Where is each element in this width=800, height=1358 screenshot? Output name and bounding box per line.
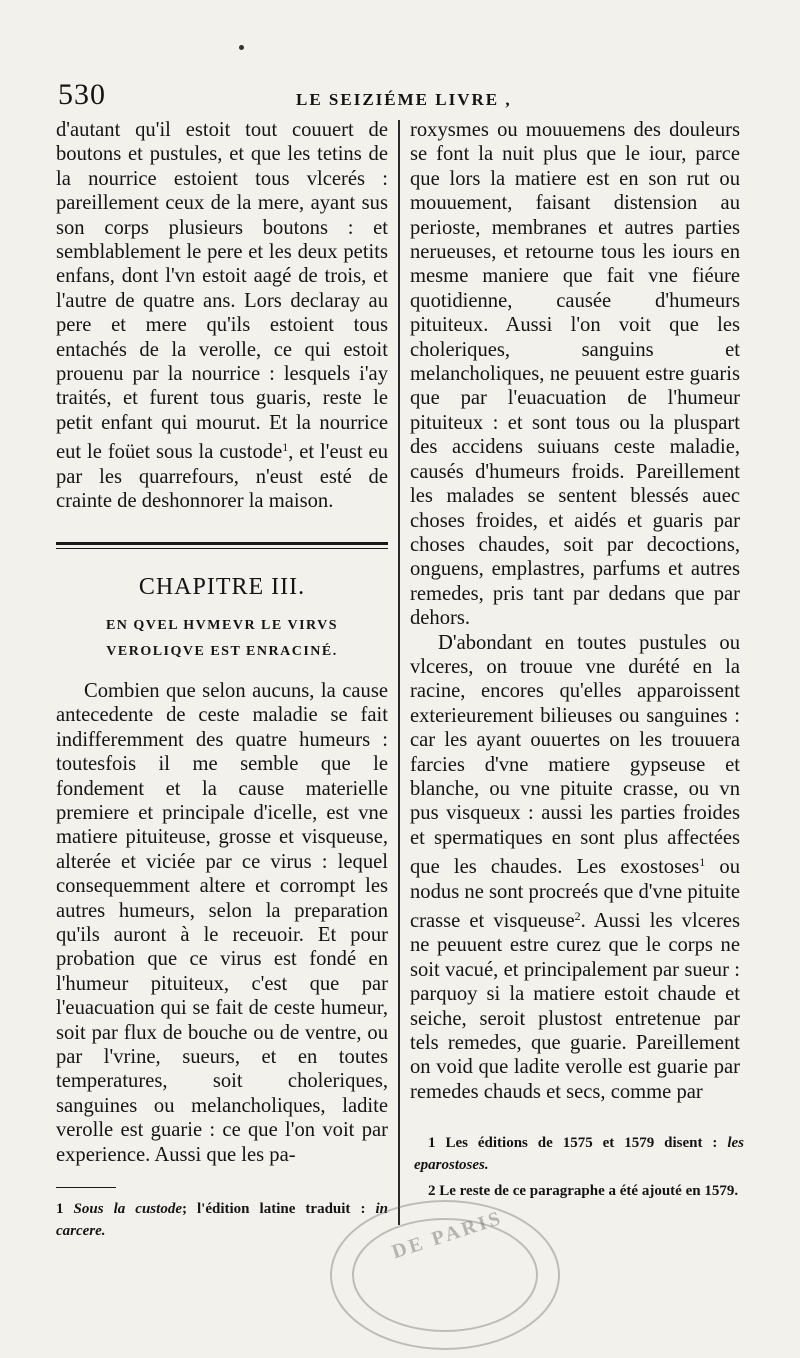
footnote-marker: 2 <box>574 909 581 923</box>
right-paragraph-1: roxysmes ou mouuemens des douleurs se font la nuit plus que le iour, parce que lors la matiere est en son rut ou mouuement, faisant distension au perioste, membranes et autres parties nerueuses, et retourne tous les iours en mesme maniere que fait vne fiéure quotidienne, causée d'humeurs pituiteux. Aussi l'on voit que les choleriques, sanguins et melancholiques, ne peuuent estre guaris que par l'euacuation de l'humeur pituiteux : et sont tous ou la pluspart des accidens suiuans ceste maladie, causés d'humeurs froids. Pareillement les malades se sentent blessés auec choses froides, et aidés et guaris par choses chaudes, soit par decoctions, onguens, emplastres, parfums et autres remedes, pris tant par dedans que par dehors. <box>410 119 740 630</box>
right-paragraph-2-text: D'abondant en toutes pustules ou vlceres, on trouue vne durété en la racine, encores qu'elles apparoissent exterieurement bilieuses ou sanguines : car les ayant ouuertes on les trouuera farcies d'vne matiere gypseuse et blanche, ou vne pituite crasse, ou vn pus visqueux : aussi les parties froides et spermatiques en sont plus affectées que les chaudes. Les exostoses <box>410 631 740 879</box>
right-paragraph-2-mid: ou nodus ne sont procreés que d'vne pituite crasse et visqueuse <box>410 856 740 932</box>
running-title: LE SEIZIÉME LIVRE , <box>296 90 512 109</box>
left-paragraph-1 <box>56 118 388 514</box>
left-paragraph-2: Combien que selon aucuns, la cause antecedente de ceste maladie se fait indifferemment des quatre humeurs : toutesfois il me semble que le fondement et la cause materielle premiere et principale d'icelle, est vne matiere pituiteuse, grosse et visqueuse, alterée et viciée par ce virus : lequel consequemment altere et corrompt les autres humeurs, selon la preparation qu'ils auront à le receuoir. Et pour probation que ce virus est fondé en l'humeur pituiteux, c'est que par l'euacuation qui se fait de ceste humeur, soit par flux de bouche ou de ventre, ou par l'vrine, sueurs, et en toutes temperatures, soit choleriques, sanguines ou melancholiques, ladite verolle est guarie : ce que l'on voit par experience. Aussi que les pa- <box>56 679 388 1166</box>
left-paragraph-1-text: d'autant qu'il estoit tout couuert de boutons et pustules, et que les tetins de la nourrice estoient tous vlcerés : pareillement ceux de la mere, ayant sus son corps plusieurs boutons : et semblablement le pere et les deux petits enfans, dont l'vn estoit aagé de trois, et l'autre de quatre ans. Lors declaray au pere et mere qu'ils estoient tous entachés de la verolle, ce qui estoit prouenu par la nourrice : lesquels i'ay traités, et furent tous guaris, reste le petit enfant qui mourut. Et la nourrice eut le foüet sous la custode <box>56 119 388 464</box>
footnote-marker: 1 <box>699 855 706 870</box>
chapter-title: CHAPITRE III. <box>138 573 306 600</box>
page-number: 530 <box>58 78 106 111</box>
running-head <box>0 78 800 118</box>
chapter-subtitle: EN QVEL HVMEVR LE VIRVS VEROLIQVE EST ENRACINÉ. <box>105 617 339 659</box>
footnote-marker: 1 <box>282 440 289 455</box>
footnote-text: Les éditions de 1575 et 1579 disent : <box>445 1135 718 1151</box>
footnote-marker: 1 <box>428 1135 436 1151</box>
footnote-marker: 1 <box>56 1201 64 1218</box>
right-footnote-2 <box>414 1180 744 1202</box>
footnote-italic-2: in carcere. <box>56 1201 389 1240</box>
right-paragraph-2-end: . Aussi les vlceres ne peuuent estre curez que le corps ne soit vacué, et principalement par sueur : parquoy si la matiere estoit chaude et seiche, seroit plustost entretenue par tels remedes, que guarie. Pareillement on void que ladite verolle est guarie par remedes chauds et secs, comme par <box>410 910 740 1103</box>
section-divider <box>56 542 388 549</box>
library-stamp <box>330 1200 560 1350</box>
right-paragraph-2 <box>410 631 740 1105</box>
left-column <box>56 118 388 1242</box>
divider-thin-line <box>56 548 388 549</box>
footnote-italic: les eparostoses. <box>414 1135 745 1173</box>
ink-speck <box>239 45 244 50</box>
footnote-marker: 2 <box>428 1183 436 1199</box>
footnote-text: Le reste de ce paragraphe a été ajouté en 1579. <box>439 1183 739 1199</box>
footnote-text: ; l'édition latine traduit : <box>181 1201 366 1218</box>
divider-thick-line <box>56 542 388 545</box>
right-footnote-1 <box>414 1132 744 1176</box>
footnote-italic: Sous la custode <box>73 1201 182 1218</box>
footnote-rule <box>56 1187 116 1188</box>
right-footnotes <box>414 1132 744 1202</box>
column-divider <box>398 120 400 1225</box>
stamp-text: DE PARIS <box>389 1206 506 1264</box>
right-column <box>410 118 740 1104</box>
left-paragraph-1-end: , et l'eust eu par les quarrefours, n'eust esté de crainte de deshonnorer la maison. <box>56 441 388 513</box>
